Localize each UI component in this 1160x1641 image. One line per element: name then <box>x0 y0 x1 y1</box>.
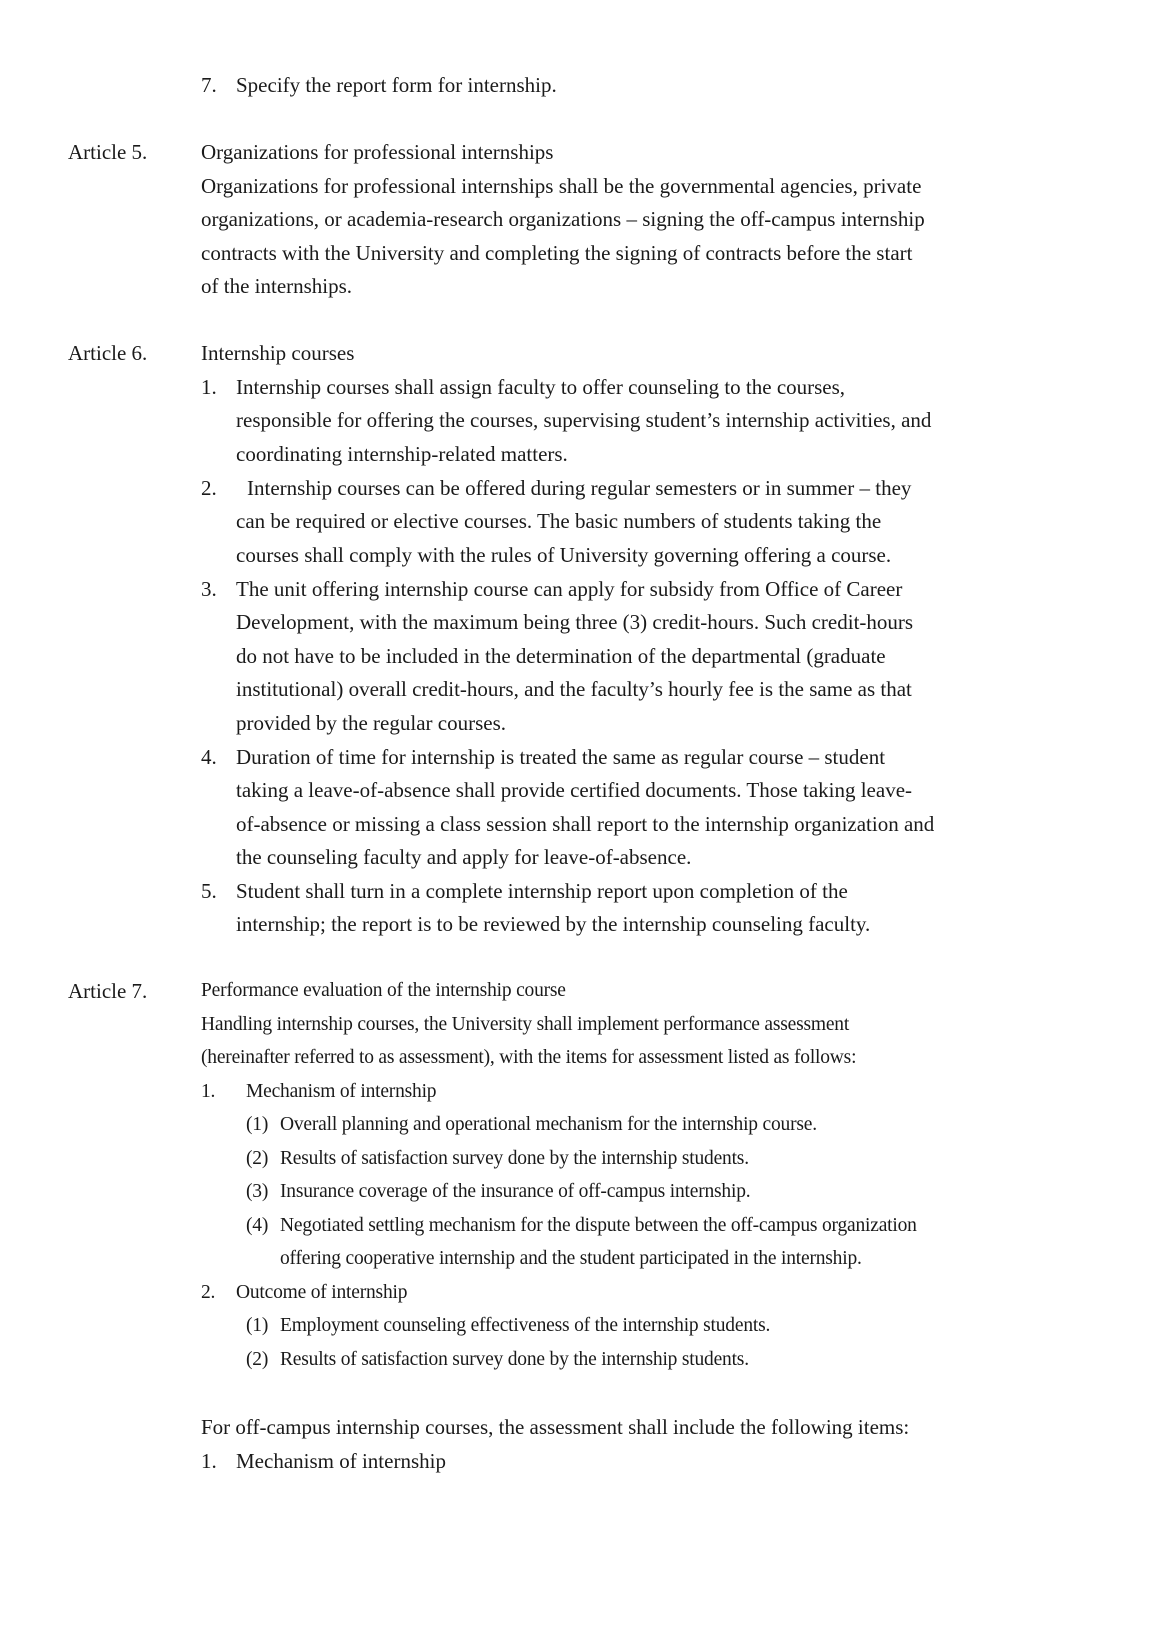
article-5-label: Article 5. <box>68 140 148 164</box>
list-item-text: do not have to be included in the determination of the departmental (graduate <box>236 644 886 668</box>
subitem-text: Negotiated settling mechanism for the dispute between the off-campus organization <box>280 1215 917 1236</box>
article-7-label: Article 7. <box>68 979 148 1003</box>
list-item-text: Duration of time for internship is treated the same as regular course – student <box>236 745 886 769</box>
subitem-number: (1) <box>246 1315 269 1336</box>
subitem-number: (2) <box>246 1349 269 1370</box>
list-item-text: taking a leave-of-absence shall provide certified documents. Those taking leave- <box>236 778 913 802</box>
list-number: 1. <box>201 375 217 399</box>
list-number: 2. <box>201 476 217 500</box>
list-item-text: Student shall turn in a complete internship report upon completion of the <box>236 879 848 903</box>
list-item-text: can be required or elective courses. The basic numbers of students taking the <box>236 509 882 533</box>
subitem-number: (1) <box>246 1114 269 1135</box>
article-5-body-line: contracts with the University and completing the signing of contracts before the start <box>201 241 913 265</box>
subitem-text: Overall planning and operational mechanism for the internship course. <box>280 1114 817 1135</box>
subitem-text: offering cooperative internship and the student participated in the internship. <box>280 1248 862 1269</box>
list-item-text: Specify the report form for internship. <box>236 73 557 97</box>
section-number: 1. <box>201 1081 216 1102</box>
subitem-number: (4) <box>246 1215 269 1236</box>
list-item-text: Internship courses shall assign faculty to offer counseling to the courses, <box>236 375 846 399</box>
list-item-text: courses shall comply with the rules of University governing offering a course. <box>236 543 892 567</box>
article-7-intro-line: (hereinafter referred to as assessment), with the items for assessment listed as follows: <box>201 1047 857 1068</box>
subitem-text: Results of satisfaction survey done by the internship students. <box>280 1349 749 1370</box>
section-title: Outcome of internship <box>236 1282 408 1303</box>
list-item-text: the counseling faculty and apply for leave-of-absence. <box>236 845 692 869</box>
list-item-text: Internship courses can be offered during regular semesters or in summer – they <box>247 476 912 500</box>
article-5-body-line: Organizations for professional internships shall be the governmental agencies, private <box>201 174 922 198</box>
article-6-label: Article 6. <box>68 341 148 365</box>
list-item-text: institutional) overall credit-hours, and the faculty’s hourly fee is the same as that <box>236 677 912 701</box>
list-number: 7. <box>201 73 217 97</box>
offcampus-intro: For off-campus internship courses, the assessment shall include the following items: <box>201 1415 910 1439</box>
article-6-title: Internship courses <box>201 341 355 365</box>
list-item-text: The unit offering internship course can apply for subsidy from Office of Career <box>236 577 903 601</box>
list-item-text: internship; the report is to be reviewed by the internship counseling faculty. <box>236 912 871 936</box>
list-item-text: provided by the regular courses. <box>236 711 506 735</box>
article-5-body-line: of the internships. <box>201 274 353 298</box>
subitem-text: Employment counseling effectiveness of the internship students. <box>280 1315 771 1336</box>
list-item-text: responsible for offering the courses, supervising student’s internship activities, and <box>236 408 932 432</box>
subitem-number: (3) <box>246 1181 269 1202</box>
article-5-body-line: organizations, or academia-research organizations – signing the off-campus internship <box>201 207 925 231</box>
section-title: Mechanism of internship <box>236 1449 446 1473</box>
section-number: 2. <box>201 1282 216 1303</box>
subitem-text: Insurance coverage of the insurance of off-campus internship. <box>280 1181 751 1202</box>
list-item-text: coordinating internship-related matters. <box>236 442 568 466</box>
article-5-title: Organizations for professional internships <box>201 140 554 164</box>
list-number: 3. <box>201 577 217 601</box>
article-7-title: Performance evaluation of the internship course <box>201 980 566 1001</box>
article-7-intro-line: Handling internship courses, the University shall implement performance assessment <box>201 1014 850 1035</box>
section-title: Mechanism of internship <box>246 1081 437 1102</box>
list-item-text: Development, with the maximum being three (3) credit-hours. Such credit-hours <box>236 610 914 634</box>
subitem-number: (2) <box>246 1148 269 1169</box>
list-number: 4. <box>201 745 217 769</box>
list-item-text: of-absence or missing a class session shall report to the internship organization and <box>236 812 935 836</box>
subitem-text: Results of satisfaction survey done by the internship students. <box>280 1148 749 1169</box>
section-number: 1. <box>201 1449 217 1473</box>
list-number: 5. <box>201 879 217 903</box>
